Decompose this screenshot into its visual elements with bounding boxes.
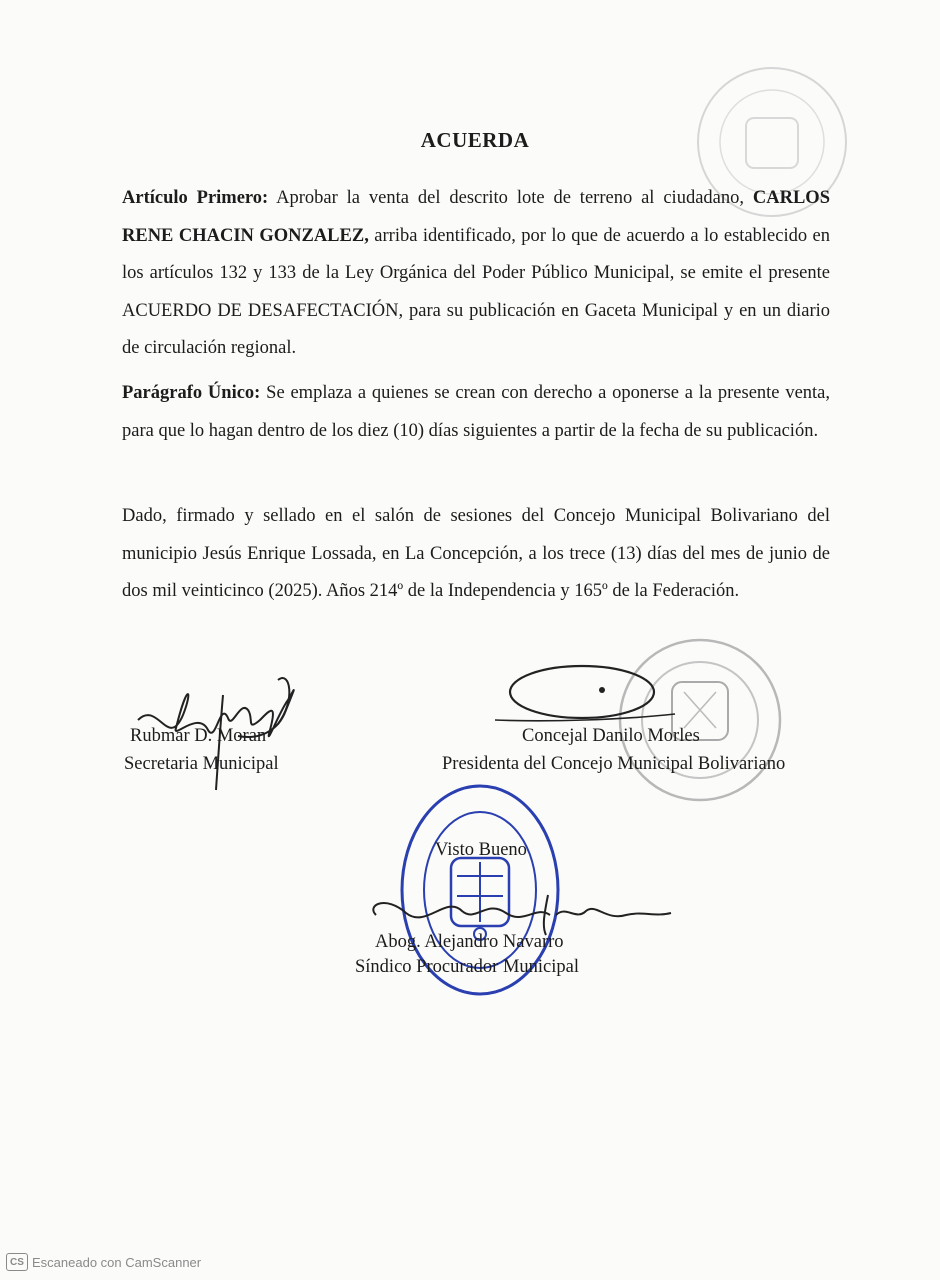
president-name: Concejal Danilo Morles — [522, 726, 700, 746]
article-primero — [122, 180, 830, 368]
visto-bueno: Visto Bueno — [435, 840, 527, 860]
secretary-signature — [128, 640, 328, 800]
citizen-name: CARLOS RENE CHACIN GONZALEZ, — [122, 188, 830, 246]
president-signature — [490, 650, 680, 730]
paragrafo-label: Parágrafo Único: — [122, 383, 261, 403]
scanner-watermark — [6, 1253, 201, 1271]
scanner-text: Escaneado con CamScanner — [32, 1254, 202, 1270]
secretary-name: Rubmar D. Moran — [130, 726, 267, 746]
paragrafo-unico — [122, 375, 830, 450]
paragrafo-text: Se emplaza a quienes se crean con derecho a oponerse a la presente venta, para que lo hagan dentro de los diez (10) días siguientes a partir de la fecha de su publicación. — [122, 383, 831, 441]
document-title: ACUERDA — [420, 128, 530, 152]
article-text-b: arriba identificado, por lo que de acuerdo a lo establecido en los artículos 132 y 133 de la Ley Orgánica del Poder Público Municipal, se emite el presente ACUERDO DE DESAFECTACIÓN, para su publicación en Gaceta Municipal y en un diario de circulación regional. — [122, 225, 830, 358]
camscanner-logo-icon: CS — [6, 1253, 28, 1271]
article-label: Artículo Primero: — [122, 188, 269, 208]
secretary-role: Secretaria Municipal — [124, 754, 279, 774]
closing-paragraph: Dado, firmado y sellado en el salón de sesiones del Concejo Municipal Bolivariano del municipio Jesús Enrique Lossada, en La Concepción, a los trece (13) días del mes de junio de dos mil veinticinco (2025). Años 214º de la Independencia y 165º de la Federación. — [122, 506, 830, 601]
sindico-role: Síndico Procurador Municipal — [355, 957, 580, 977]
sindico-name: Abog. Alejandro Navarro — [375, 932, 564, 952]
president-role: Presidenta del Concejo Municipal Bolivariano — [442, 754, 786, 774]
article-text-a: Aprobar la venta del descrito lote de terreno al ciudadano, — [268, 188, 753, 208]
